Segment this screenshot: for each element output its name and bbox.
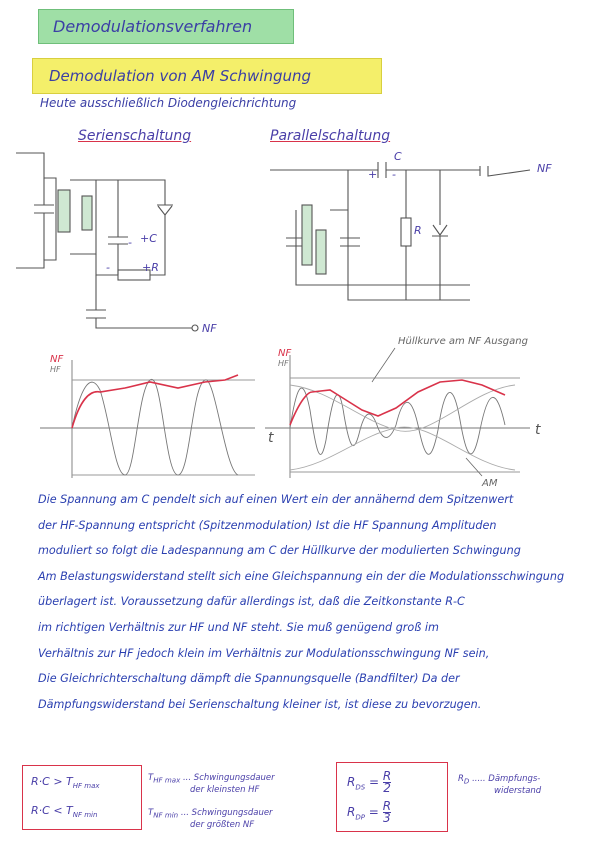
left-graph-y-nf: NF	[50, 354, 64, 365]
damping-resistance-box	[336, 762, 448, 832]
t-nf-definition	[148, 808, 273, 830]
t-hf-desc-1: ... Schwingungsdauer	[182, 773, 275, 783]
series-nf-label: NF	[202, 322, 217, 335]
paragraph-line: Am Belastungswiderstand stellt sich eine Gleichspannung ein der die Modulationsschwingung	[38, 569, 565, 583]
rdp-num: R	[382, 799, 392, 813]
right-graph-y-nf: NF	[278, 348, 292, 359]
right-graph-y-hf: HF	[278, 359, 289, 368]
t-hf-label: T	[148, 773, 154, 783]
rdp-label: R	[347, 805, 356, 819]
left-graph-y-hf: HF	[50, 365, 61, 374]
parallel-plus-label: +	[368, 168, 378, 181]
series-c-minus: -	[128, 236, 132, 249]
parallel-nf-label: NF	[537, 162, 552, 175]
am-label: AM	[482, 478, 498, 489]
rdp-den: 3	[383, 811, 391, 825]
parallel-c-label: C	[394, 150, 402, 163]
paragraph-line: Verhältnis zur HF jedoch klein im Verhältnis zur Modulationsschwingung NF sein,	[38, 646, 490, 660]
paragraph-line: der HF-Spannung entspricht (Spitzenmodulation) Ist die HF Spannung Amplituden	[38, 518, 497, 532]
t-nf-desc-2: der größten NF	[190, 819, 255, 830]
envelope-annotation: Hüllkurve am NF Ausgang	[398, 336, 528, 347]
rd-label: R	[458, 774, 464, 784]
intro-text: Heute ausschließlich Diodengleichrichtung	[40, 96, 297, 110]
paragraph-line: moduliert so folgt die Ladespannung am C der Hüllkurve der modulierten Schwingung	[38, 544, 521, 558]
parallel-heading: Parallelschaltung	[270, 128, 391, 144]
rd-desc-1: ..... Dämpfungs-	[472, 774, 541, 784]
rds-eq: =	[369, 775, 380, 789]
series-c-label: +C	[140, 232, 157, 245]
series-r-label: +R	[142, 261, 159, 274]
rc-min-formula: R·C < T	[31, 804, 73, 817]
paragraph-line: Dämpfungswiderstand bei Serienschaltung kleiner ist, ist diese zu bevorzugen.	[38, 697, 482, 711]
rdp-sub: DP	[355, 813, 365, 822]
rdp-eq: =	[368, 805, 379, 819]
t-nf-label: T	[148, 808, 154, 818]
rd-sub: D	[463, 776, 470, 786]
left-graph-x-label: t	[268, 430, 274, 446]
parallel-r-label: R	[414, 224, 422, 237]
rc-condition-box	[22, 765, 142, 830]
section-title: Demodulation von AM Schwingung	[49, 67, 312, 85]
rds-num: R	[382, 769, 392, 783]
t-nf-desc-1: ... Schwingungsdauer	[180, 808, 273, 818]
series-heading: Serienschaltung	[78, 128, 192, 144]
t-hf-desc-2: der kleinsten HF	[190, 784, 260, 795]
series-r-minus: -	[106, 261, 110, 274]
rd-desc-2: widerstand	[494, 785, 542, 796]
t-nf-sub: NF min	[153, 810, 179, 820]
rds-den: 2	[383, 781, 391, 795]
page-title: Demodulationsverfahren	[53, 17, 253, 36]
waveform-graphs	[0, 330, 602, 490]
paragraph-line: Die Spannung am C pendelt sich auf einen Wert ein der annähernd dem Spitzenwert	[38, 493, 514, 506]
rc-max-sub: HF max	[72, 782, 100, 791]
paragraph-line: überlagert ist. Voraussetzung dafür allerdings ist, daß die Zeitkonstante R-C	[38, 595, 465, 609]
rc-max-formula: R·C > T	[31, 775, 73, 788]
t-hf-sub: HF max	[153, 775, 181, 785]
circuit-diagrams	[0, 0, 602, 345]
t-hf-definition	[148, 773, 275, 795]
rc-min-sub: NF min	[72, 811, 98, 820]
paragraph-line: im richtigen Verhältnis zur HF und NF steht. Sie muß genügend groß im	[38, 620, 439, 634]
rds-label: R	[347, 775, 356, 789]
right-graph-x-label: t	[535, 422, 541, 438]
parallel-minus-label: -	[392, 168, 396, 181]
rd-definition	[458, 774, 541, 796]
paragraph-line: Die Gleichrichterschaltung dämpft die Spannungsquelle (Bandfilter) Da der	[38, 672, 460, 686]
rds-sub: DS	[355, 783, 366, 792]
explanation-paragraph	[38, 487, 598, 717]
